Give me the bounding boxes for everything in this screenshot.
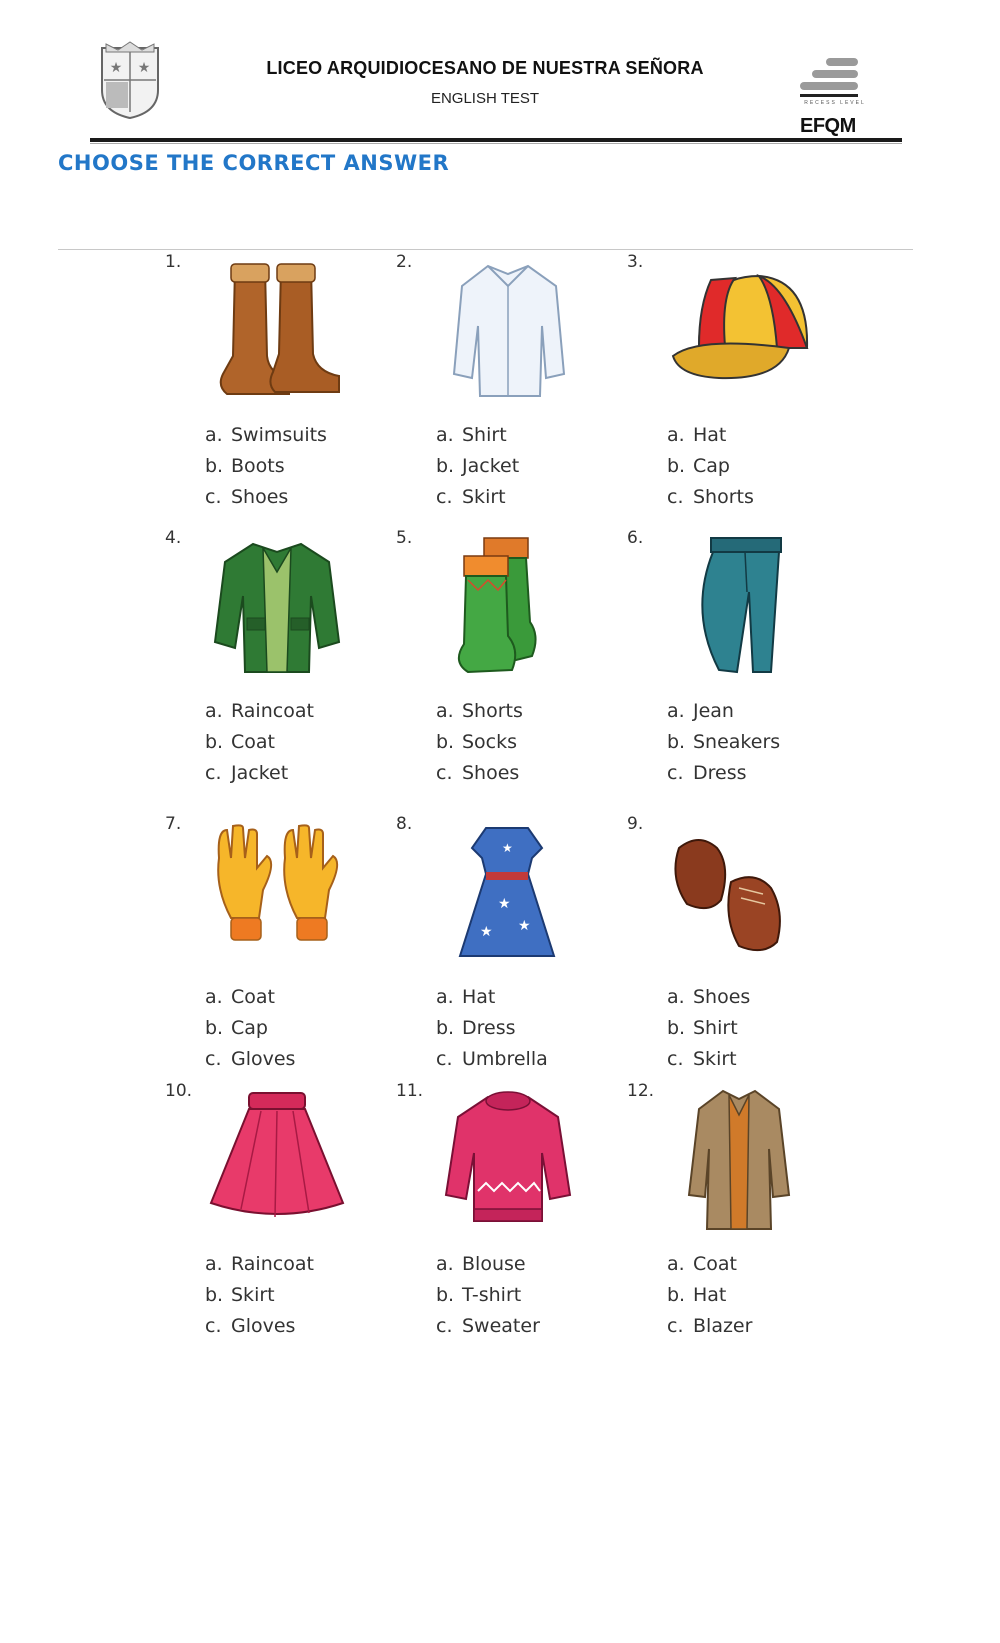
answer-option[interactable] <box>205 1311 314 1342</box>
answer-option[interactable] <box>436 1013 548 1044</box>
option-letter: b. <box>436 1017 455 1039</box>
option-text: Gloves <box>231 1315 296 1337</box>
answer-option[interactable] <box>667 1280 752 1311</box>
option-letter: c. <box>205 486 222 508</box>
option-letter: b. <box>205 455 224 477</box>
option-letter: c. <box>436 1048 453 1070</box>
answer-options <box>667 982 750 1075</box>
option-letter: c. <box>667 1315 684 1337</box>
svg-text:★: ★ <box>480 923 493 939</box>
option-text: Coat <box>231 731 275 753</box>
option-letter: a. <box>436 700 454 722</box>
answer-option[interactable] <box>205 1044 295 1075</box>
answer-option[interactable] <box>667 1249 752 1280</box>
answer-option[interactable] <box>436 982 548 1013</box>
option-letter: a. <box>667 700 685 722</box>
answer-option[interactable] <box>436 1044 548 1075</box>
question-12 <box>627 1077 852 1347</box>
answer-options <box>205 1249 314 1342</box>
option-text: Shorts <box>462 700 523 722</box>
answer-option[interactable] <box>205 451 327 482</box>
answer-option[interactable] <box>205 982 295 1013</box>
option-text: Boots <box>231 455 285 477</box>
question-number: 6. <box>627 528 644 548</box>
answer-option[interactable] <box>436 451 519 482</box>
answer-options <box>436 1249 540 1342</box>
answer-option[interactable] <box>667 982 750 1013</box>
svg-text:★: ★ <box>109 59 123 75</box>
question-number: 2. <box>396 252 413 272</box>
answer-option[interactable] <box>205 1280 314 1311</box>
option-text: Skirt <box>693 1048 737 1070</box>
option-letter: c. <box>436 486 453 508</box>
answer-options <box>436 420 519 513</box>
option-letter: c. <box>667 486 684 508</box>
option-text: Dress <box>693 762 747 784</box>
answer-options <box>436 696 523 789</box>
question-10 <box>165 1077 390 1347</box>
option-text: Cap <box>693 455 730 477</box>
shoes-icon <box>659 818 819 968</box>
option-text: Skirt <box>462 486 506 508</box>
option-text: Jean <box>693 700 734 722</box>
option-letter: a. <box>436 1253 454 1275</box>
answer-option[interactable] <box>436 1249 540 1280</box>
header-divider-shadow <box>90 143 902 144</box>
question-number: 5. <box>396 528 413 548</box>
option-text: Coat <box>693 1253 737 1275</box>
option-letter: b. <box>205 1284 224 1306</box>
answer-option[interactable] <box>667 758 780 789</box>
efqm-bars-icon <box>800 56 870 100</box>
option-letter: c. <box>667 1048 684 1070</box>
answer-option[interactable] <box>667 1013 750 1044</box>
option-letter: a. <box>667 1253 685 1275</box>
answer-options <box>436 982 548 1075</box>
cap-icon <box>659 256 819 406</box>
option-letter: a. <box>436 986 454 1008</box>
answer-option[interactable] <box>436 727 523 758</box>
gloves-icon <box>197 818 357 968</box>
question-number: 1. <box>165 252 182 272</box>
answer-option[interactable] <box>205 420 327 451</box>
answer-option[interactable] <box>436 1311 540 1342</box>
option-letter: b. <box>205 731 224 753</box>
answer-option[interactable] <box>667 1311 752 1342</box>
answer-options <box>667 696 780 789</box>
option-letter: c. <box>436 762 453 784</box>
option-letter: a. <box>205 700 223 722</box>
svg-text:★: ★ <box>498 895 511 911</box>
option-text: Coat <box>231 986 275 1008</box>
svg-text:★: ★ <box>518 917 531 933</box>
question-8 <box>396 810 621 1080</box>
question-number: 4. <box>165 528 182 548</box>
school-name: LICEO ARQUIDIOCESANO DE NUESTRA SEÑORA <box>266 58 704 78</box>
answer-option[interactable] <box>205 758 314 789</box>
option-text: Shoes <box>462 762 520 784</box>
answer-option[interactable] <box>205 482 327 513</box>
option-letter: c. <box>667 762 684 784</box>
instruction-heading: CHOOSE THE CORRECT ANSWER <box>58 151 450 175</box>
option-letter: b. <box>667 1017 686 1039</box>
school-crest-icon <box>98 40 162 120</box>
answer-option[interactable] <box>436 482 519 513</box>
sweater-icon <box>428 1085 588 1235</box>
answer-option[interactable] <box>205 727 314 758</box>
answer-option[interactable] <box>667 727 780 758</box>
question-number: 10. <box>165 1081 193 1101</box>
option-text: Raincoat <box>231 1253 314 1275</box>
option-letter: c. <box>436 1315 453 1337</box>
option-text: Sweater <box>462 1315 540 1337</box>
option-text: Raincoat <box>231 700 314 722</box>
question-number: 7. <box>165 814 182 834</box>
jeans-icon <box>659 532 819 682</box>
shirt-icon <box>428 256 588 406</box>
test-name: ENGLISH TEST <box>430 90 540 107</box>
option-text: Shirt <box>462 424 507 446</box>
question-2 <box>396 248 621 518</box>
option-text: Dress <box>462 1017 516 1039</box>
question-7 <box>165 810 390 1080</box>
option-text: Socks <box>462 731 518 753</box>
answer-option[interactable] <box>436 1280 540 1311</box>
option-letter: c. <box>205 1048 222 1070</box>
option-letter: a. <box>205 986 223 1008</box>
option-letter: a. <box>667 424 685 446</box>
option-letter: a. <box>436 424 454 446</box>
option-text: T-shirt <box>462 1284 522 1306</box>
option-letter: b. <box>436 455 455 477</box>
answer-option[interactable] <box>667 1044 750 1075</box>
answer-option[interactable] <box>436 696 523 727</box>
option-letter: a. <box>667 986 685 1008</box>
question-6 <box>627 524 852 794</box>
boots-icon <box>197 256 357 406</box>
jacket-icon <box>197 532 357 682</box>
option-text: Sneakers <box>693 731 781 753</box>
answer-option[interactable] <box>205 1249 314 1280</box>
question-number: 3. <box>627 252 644 272</box>
skirt-icon <box>197 1085 357 1235</box>
logo-caption: RECESS LEVEL <box>804 100 866 106</box>
question-9 <box>627 810 852 1080</box>
option-letter: a. <box>205 424 223 446</box>
socks-icon <box>428 532 588 682</box>
option-text: Jacket <box>462 455 520 477</box>
efqm-logo <box>800 56 870 138</box>
question-number: 11. <box>396 1081 424 1101</box>
option-text: Cap <box>231 1017 268 1039</box>
answer-option[interactable] <box>667 482 754 513</box>
question-5 <box>396 524 621 794</box>
option-text: Skirt <box>231 1284 275 1306</box>
option-letter: b. <box>667 1284 686 1306</box>
option-text: Hat <box>693 424 727 446</box>
option-text: Hat <box>462 986 496 1008</box>
option-text: Umbrella <box>462 1048 548 1070</box>
option-text: Swimsuits <box>231 424 327 446</box>
answer-option[interactable] <box>667 451 754 482</box>
option-letter: b. <box>667 731 686 753</box>
answer-option[interactable] <box>436 420 519 451</box>
option-text: Shorts <box>693 486 754 508</box>
answer-option[interactable] <box>205 1013 295 1044</box>
answer-options <box>205 982 295 1075</box>
question-11 <box>396 1077 621 1347</box>
answer-options <box>667 420 754 513</box>
svg-text:★: ★ <box>137 59 151 75</box>
question-4 <box>165 524 390 794</box>
coat-icon <box>659 1085 819 1235</box>
option-text: Shoes <box>231 486 289 508</box>
question-number: 8. <box>396 814 413 834</box>
answer-option[interactable] <box>667 420 754 451</box>
question-number: 9. <box>627 814 644 834</box>
answer-options <box>205 420 327 513</box>
header-divider <box>90 138 902 142</box>
question-number: 12. <box>627 1081 655 1101</box>
logo-text: EFQM <box>800 115 856 137</box>
question-1 <box>165 248 390 518</box>
option-text: Gloves <box>231 1048 296 1070</box>
option-letter: c. <box>205 1315 222 1337</box>
option-letter: b. <box>205 1017 224 1039</box>
option-letter: c. <box>205 762 222 784</box>
dress-icon <box>428 818 588 968</box>
answer-options <box>667 1249 752 1342</box>
option-text: Hat <box>693 1284 727 1306</box>
option-letter: b. <box>436 1284 455 1306</box>
option-text: Shirt <box>693 1017 738 1039</box>
option-text: Jacket <box>231 762 289 784</box>
answer-option[interactable] <box>667 696 780 727</box>
svg-text:★: ★ <box>502 841 513 855</box>
option-text: Blazer <box>693 1315 753 1337</box>
answer-option[interactable] <box>205 696 314 727</box>
option-text: Shoes <box>693 986 751 1008</box>
option-letter: b. <box>667 455 686 477</box>
answer-option[interactable] <box>436 758 523 789</box>
question-3 <box>627 248 852 518</box>
option-letter: a. <box>205 1253 223 1275</box>
answer-options <box>205 696 314 789</box>
option-letter: b. <box>436 731 455 753</box>
option-text: Blouse <box>462 1253 526 1275</box>
